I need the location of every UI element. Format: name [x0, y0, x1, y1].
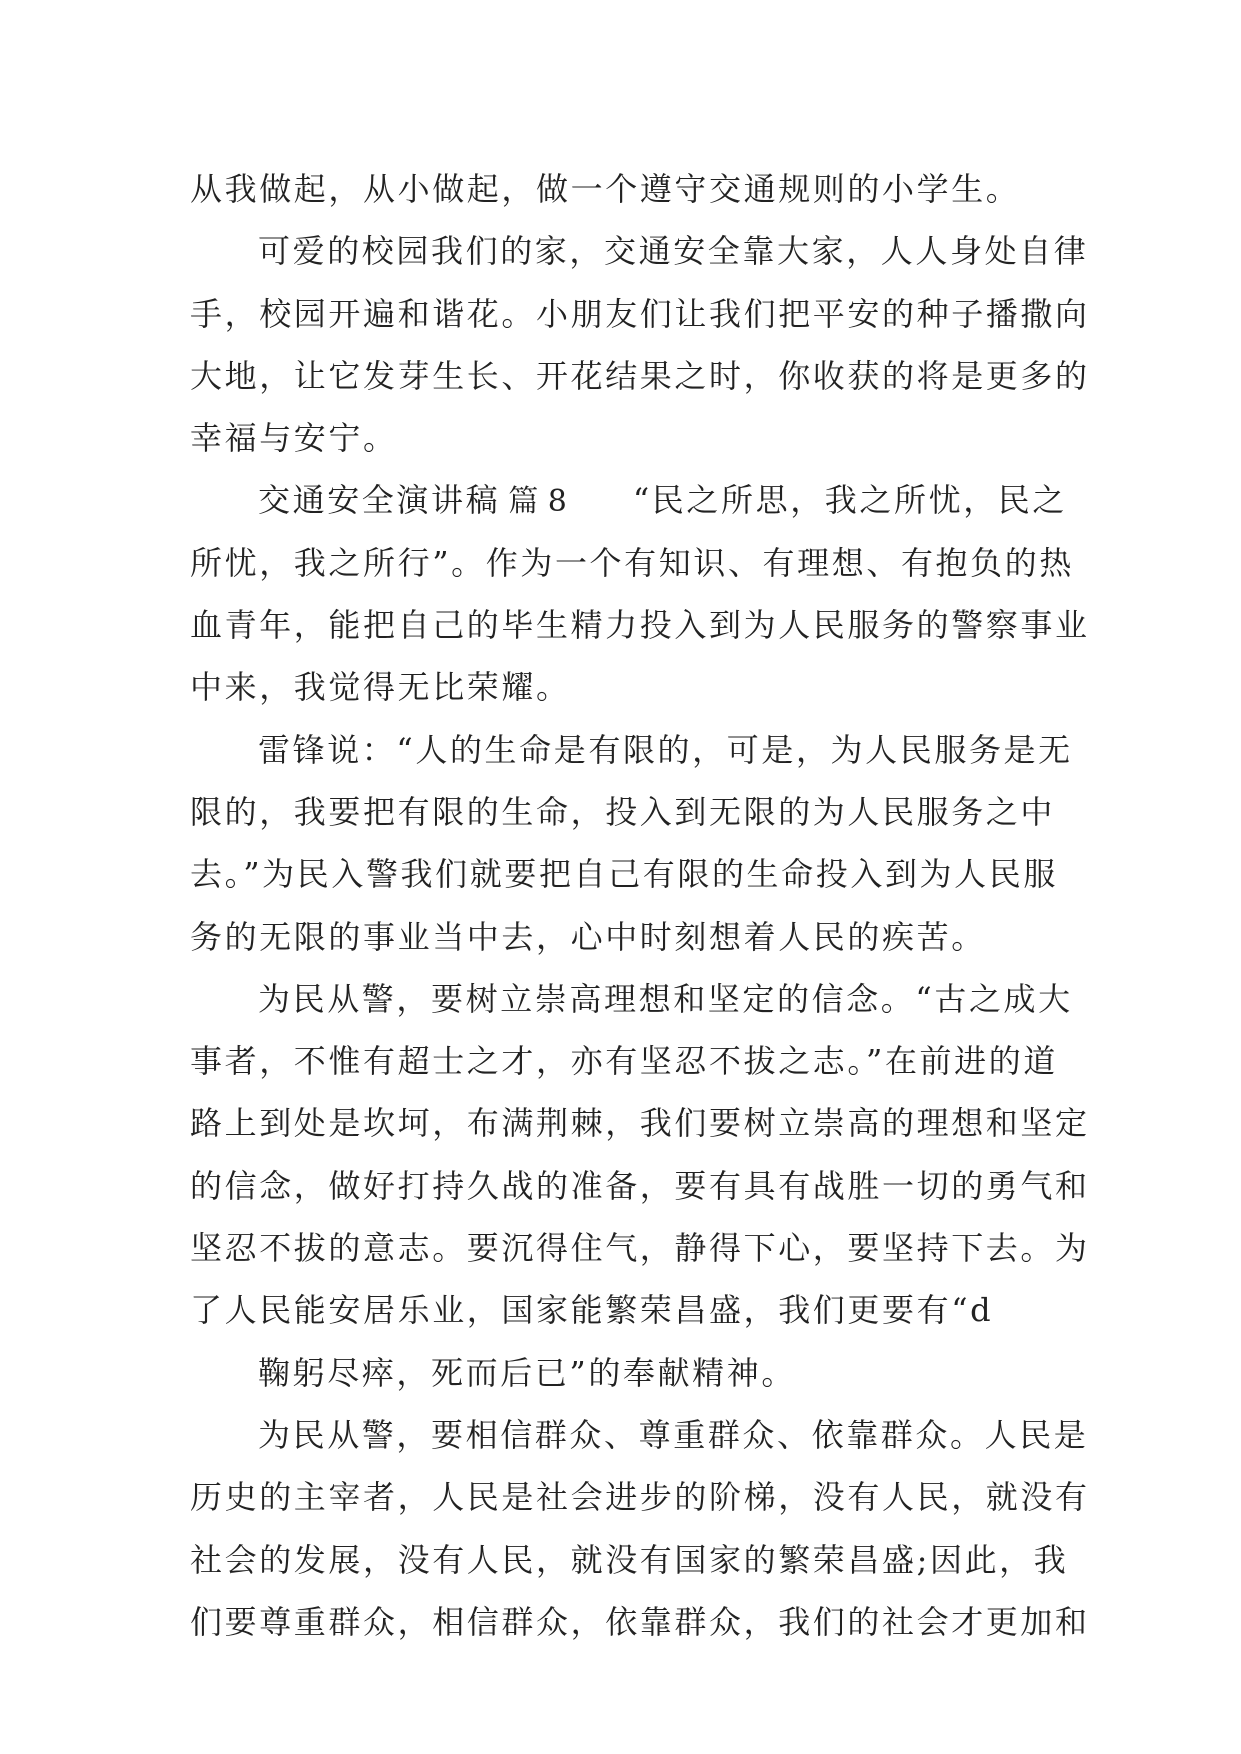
paragraph-line: 手，校园开遍和谐花。小朋友们让我们把平安的种子播撒向: [190, 294, 1090, 333]
paragraph-line: 鞠躬尽瘁，死而后已”的奉献精神。: [258, 1353, 796, 1392]
paragraph-line: 的信念，做好打持久战的准备，要有具有战胜一切的勇气和: [190, 1166, 1090, 1205]
paragraph-line: “民之所思，我之所忧，民之: [632, 481, 1067, 520]
section-heading-line: [190, 469, 1067, 531]
paragraph-line: 们要尊重群众，相信群众，依靠群众，我们的社会才更加和: [190, 1602, 1090, 1641]
paragraph-line: 大地，让它发芽生长、开花结果之时，你收获的将是更多的: [190, 356, 1090, 395]
paragraph-line: 了人民能安居乐业，国家能繁荣昌盛，我们更要有“d: [190, 1291, 994, 1330]
paragraph-line: 务的无限的事业当中去，心中时刻想着人民的疾苦。: [190, 917, 986, 956]
paragraph-line: 社会的发展，没有人民，就没有国家的繁荣昌盛;因此，我: [190, 1540, 1069, 1579]
paragraph-line: 路上到处是坎坷，布满荆棘，我们要树立崇高的理想和坚定: [190, 1104, 1090, 1143]
paragraph-line: 去。”为民入警我们就要把自己有限的生命投入到为人民服: [190, 855, 1058, 894]
paragraph-line: 为民从警，要相信群众、尊重群众、依靠群众。人民是: [258, 1415, 1089, 1454]
paragraph-line: 历史的主宰者，人民是社会进步的阶梯，没有人民，就没有: [190, 1478, 1090, 1517]
paragraph-line: 中来，我觉得无比荣耀。: [190, 668, 571, 707]
section-number: 篇 8: [508, 484, 567, 520]
document-body: [190, 158, 1090, 1653]
section-heading: 交通安全演讲稿: [258, 481, 501, 520]
paragraph-line: 从我做起，从小做起，做一个遵守交通规则的小学生。: [190, 170, 1021, 208]
paragraph-line: 幸福与安宁。: [190, 419, 398, 458]
paragraph-line: 坚忍不拔的意志。要沉得住气，静得下心，要坚持下去。为: [190, 1229, 1090, 1268]
paragraph-line: 限的，我要把有限的生命，投入到无限的为人民服务之中: [190, 792, 1056, 831]
paragraph-line: 雷锋说：“人的生命是有限的，可是，为人民服务是无: [258, 730, 1073, 769]
paragraph-line: 可爱的校园我们的家，交通安全靠大家，人人身处自律: [258, 232, 1089, 271]
paragraph-line: 事者，不惟有超士之才，亦有坚忍不拔之志。”在前进的道: [190, 1042, 1058, 1081]
paragraph-line: 所忧，我之所行”。作为一个有知识、有理想、有抱负的热: [190, 543, 1074, 582]
paragraph-line: 为民从警，要树立崇高理想和坚定的信念。“古之成大: [258, 979, 1073, 1018]
paragraph-line: 血青年，能把自己的毕生精力投入到为人民服务的警察事业: [190, 606, 1090, 645]
